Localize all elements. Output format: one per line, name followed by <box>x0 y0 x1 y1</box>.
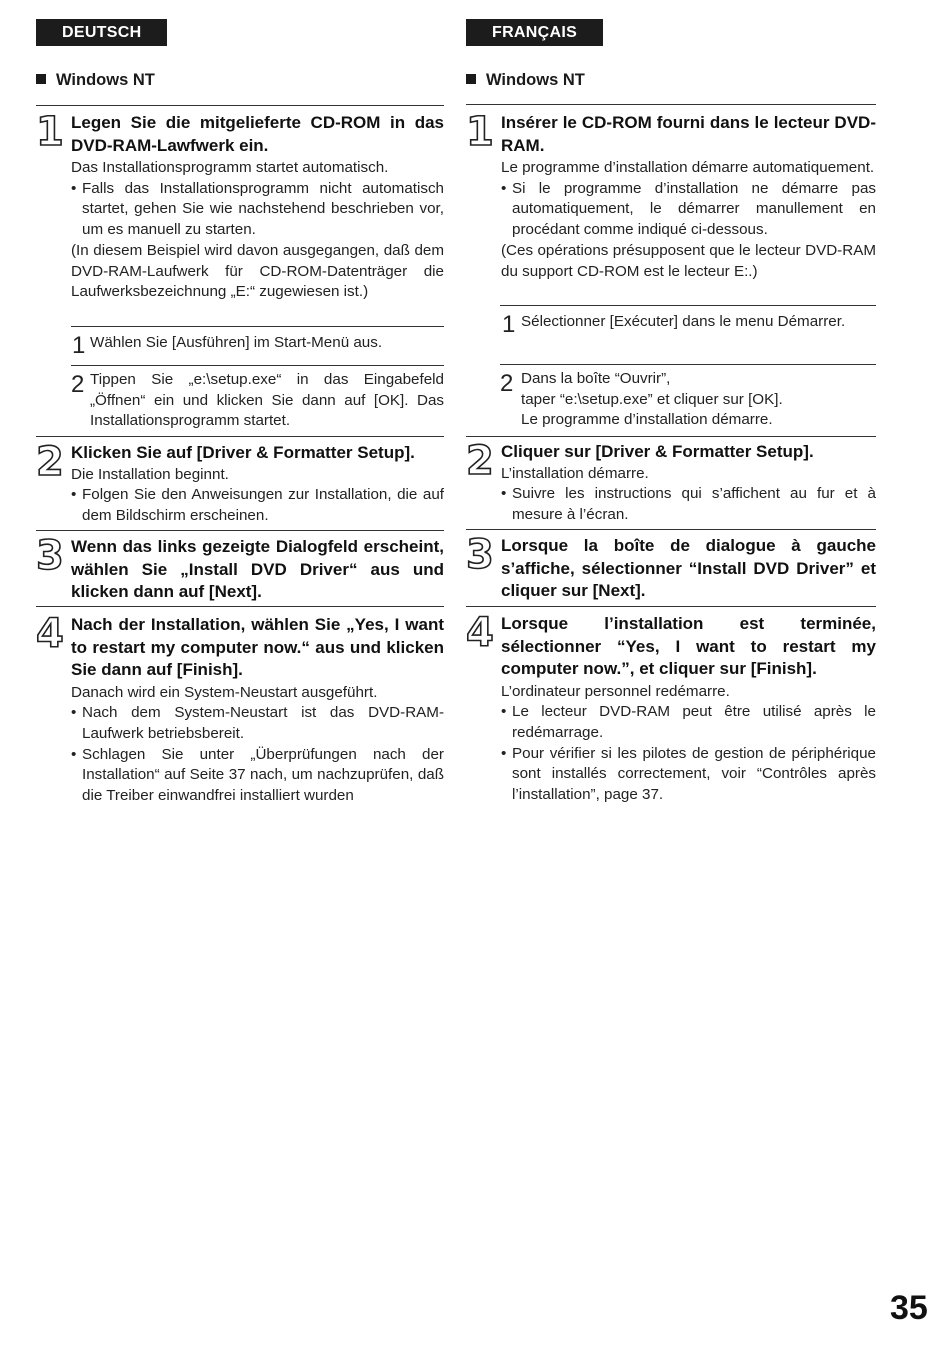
step-3 <box>466 532 876 603</box>
step-title: Wenn das links gezeigte Dialogfeld erscheint, wählen Sie „Install DVD Driver“ aus und klicken dann auf [Next]. <box>71 537 444 601</box>
divider <box>36 105 444 106</box>
step-2 <box>36 439 444 527</box>
square-bullet-icon <box>36 74 46 84</box>
step-text: Das Installationsprogramm startet automatisch. <box>71 159 389 176</box>
substep-2 <box>36 370 444 432</box>
step-4 <box>36 611 444 807</box>
step-bullet: • Nach dem System-Neustart ist das DVD-RAM-Laufwerk betriebsbereit. <box>71 703 444 744</box>
step-bullet: • Le lecteur DVD-RAM peut être utilisé après le redémarrage. <box>501 702 876 743</box>
section-heading <box>466 70 585 90</box>
divider <box>36 436 444 437</box>
divider <box>36 606 444 607</box>
section-heading <box>36 70 155 90</box>
step-number: 3 <box>36 533 64 579</box>
step-number: 2 <box>36 439 64 485</box>
substep-1 <box>36 332 444 359</box>
step-title: Nach der Installation, wählen Sie „Yes, I want to restart my computer now.“ aus und klicken Sie dann auf [Finish]. <box>71 615 444 679</box>
step-2 <box>466 438 876 526</box>
step-bullet: • Schlagen Sie unter „Überprüfungen nach der Installation“ auf Seite 37 nach, um nachzuprüfen, daß die Treiber einwandfrei installiert wurden <box>71 745 444 807</box>
step-title: Insérer le CD-ROM fourni dans le lecteur DVD-RAM. <box>501 113 876 155</box>
substep-1 <box>466 311 876 338</box>
divider <box>36 530 444 531</box>
step-bullet: • Falls das Installationsprogramm nicht automatisch startet, gehen Sie wie nachstehend beschrieben vor, um es manuell zu starten. <box>71 179 444 241</box>
step-note: (Ces opérations présupposent que le lecteur DVD-RAM du support CD-ROM est le lecteur E:.) <box>501 241 876 280</box>
page-number: 35 <box>890 1289 928 1327</box>
square-bullet-icon <box>466 74 476 84</box>
step-number: 4 <box>36 611 64 657</box>
divider <box>466 606 876 607</box>
step-1 <box>466 109 876 282</box>
step-title: Lorsque la boîte de dialogue à gauche s’affiche, sélectionner “Install DVD Driver” et cliquer sur [Next]. <box>501 536 876 600</box>
step-text: Die Installation beginnt. <box>71 465 229 483</box>
step-bullet: • Suivre les instructions qui s’affichent au fur et à mesure à l’écran. <box>501 484 876 525</box>
step-title: Legen Sie die mitgelieferte CD-ROM in das DVD-RAM-Lawfwerk ein. <box>71 113 444 155</box>
language-badge-francais: FRANÇAIS <box>466 19 603 46</box>
substep-text: Sélectionner [Exécuter] dans le menu Démarrer. <box>521 313 846 330</box>
step-number: 3 <box>466 532 494 578</box>
divider <box>466 104 876 105</box>
step-bullet: • Pour vérifier si les pilotes de gestion de périphérique sont installés correctement, voir “Contrôles après l’installation”, page 37. <box>501 744 876 806</box>
step-number: 4 <box>466 610 494 656</box>
divider <box>500 305 876 306</box>
divider <box>466 436 876 437</box>
substep-text: Wählen Sie [Ausführen] im Start-Menü aus. <box>90 334 383 351</box>
divider <box>500 364 876 365</box>
substep-number: 2 <box>500 370 514 397</box>
substep-number: 2 <box>71 371 85 398</box>
step-bullet: • Si le programme d’installation ne démarre pas automatiquement, le démarrer manullement en procédant comme indiqué ci-dessous. <box>501 179 876 241</box>
substep-line: Dans la boîte “Ouvrir”, <box>521 370 671 387</box>
step-text: Le programme d’installation démarre automatiquement. <box>501 159 875 176</box>
step-note: (In diesem Beispiel wird davon ausgegangen, daß dem DVD-RAM-Laufwerk für CD-ROM-Datenträger die Laufwerksbezeichnung „E:“ zugewiesen ist.) <box>71 241 444 301</box>
step-number: 2 <box>466 438 494 484</box>
step-text: L’ordinateur personnel redémarre. <box>501 682 730 700</box>
substep-line: Le programme d’installation démarre. <box>521 411 773 429</box>
substep-text <box>521 369 876 431</box>
step-number: 1 <box>36 109 64 155</box>
divider <box>71 365 444 366</box>
step-3 <box>36 533 444 604</box>
step-1 <box>36 109 444 303</box>
language-badge-deutsch: DEUTSCH <box>36 19 167 46</box>
section-heading-text: Windows NT <box>486 71 585 89</box>
substep-text: Tippen Sie „e:\setup.exe“ in das Eingabefeld „Öffnen“ ein und klicken Sie dann auf [OK]. Das Installationsprogramm startet. <box>90 371 444 430</box>
section-heading-text: Windows NT <box>56 71 155 89</box>
step-title: Lorsque l’installation est terminée, sélectionner “Yes, I want to restart my computer now.”, et cliquer sur [Finish]. <box>501 614 876 678</box>
divider <box>466 529 876 530</box>
step-title: Klicken Sie auf [Driver & Formatter Setup]. <box>71 443 415 462</box>
substep-line: taper “e:\setup.exe” et cliquer sur [OK]. <box>521 390 783 408</box>
step-text: Danach wird ein System-Neustart ausgeführt. <box>71 683 378 701</box>
divider <box>71 326 444 327</box>
substep-2 <box>466 369 876 431</box>
step-4 <box>466 610 876 806</box>
substep-number: 1 <box>502 311 516 338</box>
step-bullet: • Folgen Sie den Anweisungen zur Installation, die auf dem Bildschirm erscheinen. <box>71 485 444 526</box>
step-number: 1 <box>466 109 494 155</box>
step-text: L’installation démarre. <box>501 464 649 482</box>
step-title: Cliquer sur [Driver & Formatter Setup]. <box>501 442 814 461</box>
substep-number: 1 <box>72 332 86 359</box>
